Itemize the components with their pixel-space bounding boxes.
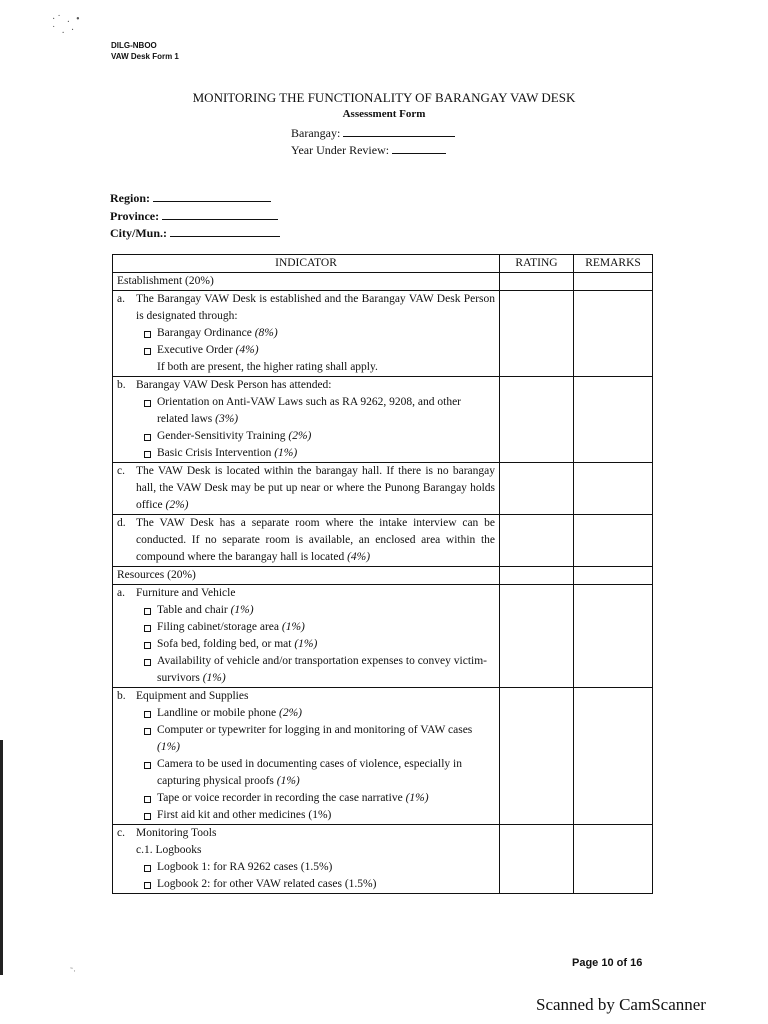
section-heading: Establishment (20%) bbox=[113, 273, 500, 291]
city-field bbox=[110, 225, 280, 243]
year-label: Year Under Review: bbox=[291, 143, 390, 157]
remarks-cell[interactable] bbox=[574, 463, 653, 515]
rating-cell[interactable] bbox=[500, 463, 574, 515]
checkbox-icon bbox=[144, 331, 151, 338]
city-blank[interactable] bbox=[170, 226, 280, 237]
list-item: Gender-Sensitivity Training (2%) bbox=[117, 428, 495, 445]
checkbox-icon bbox=[144, 882, 151, 889]
region-blank[interactable] bbox=[153, 191, 271, 202]
checkbox-icon bbox=[144, 865, 151, 872]
indicator-cell bbox=[113, 377, 500, 463]
barangay-field bbox=[291, 125, 455, 142]
scan-specks: ·˙ . • ˙ . · bbox=[52, 14, 82, 36]
indicator-cell bbox=[113, 585, 500, 688]
indicator-text: a. Furniture and Vehicle bbox=[117, 585, 495, 602]
indicator-text: c. The VAW Desk is located within the barangay hall. If there is no barangay hall, the VAW Desk may be put up near or where the Punong Barangay holds office (2%) bbox=[117, 465, 495, 511]
year-blank[interactable] bbox=[392, 143, 446, 154]
list-item: Sofa bed, folding bed, or mat (1%) bbox=[117, 636, 495, 653]
rating-cell[interactable] bbox=[500, 515, 574, 567]
list-item: Logbook 2: for other VAW related cases (1.5%) bbox=[117, 876, 495, 893]
checkbox-icon bbox=[144, 728, 151, 735]
scanner-watermark: Scanned by CamScanner bbox=[536, 995, 706, 1014]
list-item: Basic Crisis Intervention (1%) bbox=[117, 445, 495, 462]
checkbox-icon bbox=[144, 762, 151, 769]
indicator-text: c. Monitoring Tools bbox=[117, 825, 495, 842]
table-header-row bbox=[113, 255, 653, 273]
remarks-cell[interactable] bbox=[574, 515, 653, 567]
checkbox-icon bbox=[144, 434, 151, 441]
remarks-cell[interactable] bbox=[574, 585, 653, 688]
form-code bbox=[111, 40, 179, 62]
item-letter: b. bbox=[117, 690, 126, 702]
region-label: Region: bbox=[110, 191, 150, 205]
location-fields bbox=[110, 190, 280, 243]
indicator-text: a. The Barangay VAW Desk is established and the Barangay VAW Desk Person is designated through: bbox=[117, 293, 495, 322]
indicator-cell bbox=[113, 291, 500, 377]
rating-cell[interactable] bbox=[500, 567, 574, 585]
list-item: Logbook 1: for RA 9262 cases (1.5%) bbox=[117, 859, 495, 876]
province-field bbox=[110, 208, 280, 226]
checkbox-icon bbox=[144, 400, 151, 407]
indicator-table bbox=[112, 254, 653, 894]
remarks-cell[interactable] bbox=[574, 567, 653, 585]
item-letter: a. bbox=[117, 587, 125, 599]
form-code-agency: DILG-NBOO bbox=[111, 41, 157, 50]
remarks-cell[interactable] bbox=[574, 688, 653, 825]
list-item: Availability of vehicle and/or transportation expenses to convey victim-survivors (1%) bbox=[117, 653, 495, 687]
section-heading: Resources (20%) bbox=[113, 567, 500, 585]
indicator-cell bbox=[113, 463, 500, 515]
checkbox-icon bbox=[144, 711, 151, 718]
remarks-cell[interactable] bbox=[574, 291, 653, 377]
form-code-name: VAW Desk Form 1 bbox=[111, 52, 179, 61]
table-row bbox=[113, 585, 653, 688]
checkbox-icon bbox=[144, 813, 151, 820]
remarks-header: REMARKS bbox=[574, 255, 653, 273]
table-row bbox=[113, 463, 653, 515]
page-number: Page 10 of 16 bbox=[572, 957, 643, 969]
scan-mark: ˜· bbox=[70, 966, 76, 976]
rating-cell[interactable] bbox=[500, 585, 574, 688]
rating-cell[interactable] bbox=[500, 688, 574, 825]
header-fields bbox=[291, 125, 455, 159]
list-item: Filing cabinet/storage area (1%) bbox=[117, 619, 495, 636]
city-label: City/Mun.: bbox=[110, 226, 167, 240]
rating-cell[interactable] bbox=[500, 291, 574, 377]
indicator-note: If both are present, the higher rating shall apply. bbox=[157, 361, 378, 373]
rating-header: RATING bbox=[500, 255, 574, 273]
checkbox-icon bbox=[144, 451, 151, 458]
item-letter: c. bbox=[117, 827, 125, 839]
table-row bbox=[113, 688, 653, 825]
province-blank[interactable] bbox=[162, 209, 278, 220]
indicator-cell bbox=[113, 825, 500, 894]
indicator-cell bbox=[113, 688, 500, 825]
remarks-cell[interactable] bbox=[574, 825, 653, 894]
document-subtitle: Assessment Form bbox=[342, 108, 426, 120]
checkbox-icon bbox=[144, 608, 151, 615]
list-item: Tape or voice recorder in recording the case narrative (1%) bbox=[117, 790, 495, 807]
indicator-text: b. Barangay VAW Desk Person has attended: bbox=[117, 377, 495, 394]
list-item: Barangay Ordinance (8%) bbox=[117, 325, 495, 342]
checkbox-icon bbox=[144, 625, 151, 632]
list-item: Table and chair (1%) bbox=[117, 602, 495, 619]
rating-cell[interactable] bbox=[500, 273, 574, 291]
document-title: MONITORING THE FUNCTIONALITY OF BARANGAY VAW DESK bbox=[192, 90, 576, 105]
year-field bbox=[291, 142, 455, 159]
rating-cell[interactable] bbox=[500, 377, 574, 463]
list-item: Landline or mobile phone (2%) bbox=[117, 705, 495, 722]
table-row bbox=[113, 825, 653, 894]
checkbox-icon bbox=[144, 348, 151, 355]
list-item: Executive Order (4%) bbox=[117, 342, 495, 359]
item-letter: d. bbox=[117, 517, 126, 529]
barangay-blank[interactable] bbox=[343, 126, 455, 137]
checkbox-icon bbox=[144, 642, 151, 649]
table-row bbox=[113, 291, 653, 377]
province-label: Province: bbox=[110, 208, 160, 223]
indicator-text: b. Equipment and Supplies bbox=[117, 688, 495, 705]
list-item: Orientation on Anti-VAW Laws such as RA 9262, 9208, and other related laws (3%) bbox=[117, 394, 495, 428]
section-resources bbox=[113, 567, 653, 585]
item-letter: a. bbox=[117, 293, 125, 305]
barangay-label: Barangay: bbox=[291, 126, 341, 140]
list-item: First aid kit and other medicines (1%) bbox=[117, 807, 495, 824]
table-row bbox=[113, 515, 653, 567]
indicator-header: INDICATOR bbox=[113, 255, 500, 273]
rating-cell[interactable] bbox=[500, 825, 574, 894]
checkbox-icon bbox=[144, 796, 151, 803]
remarks-cell[interactable] bbox=[574, 273, 653, 291]
region-field bbox=[110, 190, 280, 208]
item-letter: b. bbox=[117, 379, 126, 391]
checkbox-icon bbox=[144, 659, 151, 666]
scan-edge-shadow bbox=[0, 740, 3, 975]
remarks-cell[interactable] bbox=[574, 377, 653, 463]
list-item: Camera to be used in documenting cases of violence, especially in capturing physical proofs (1%) bbox=[117, 756, 495, 790]
section-establishment bbox=[113, 273, 653, 291]
table-row bbox=[113, 377, 653, 463]
indicator-cell bbox=[113, 515, 500, 567]
item-letter: c. bbox=[117, 465, 125, 477]
indicator-subheading: c.1. Logbooks bbox=[136, 844, 202, 856]
list-item: Computer or typewriter for logging in and monitoring of VAW cases (1%) bbox=[117, 722, 495, 756]
indicator-text: d. The VAW Desk has a separate room where the intake interview can be conducted. If no separate room is available, an enclosed area within the compound where the barangay hall is located (4%) bbox=[117, 517, 495, 563]
